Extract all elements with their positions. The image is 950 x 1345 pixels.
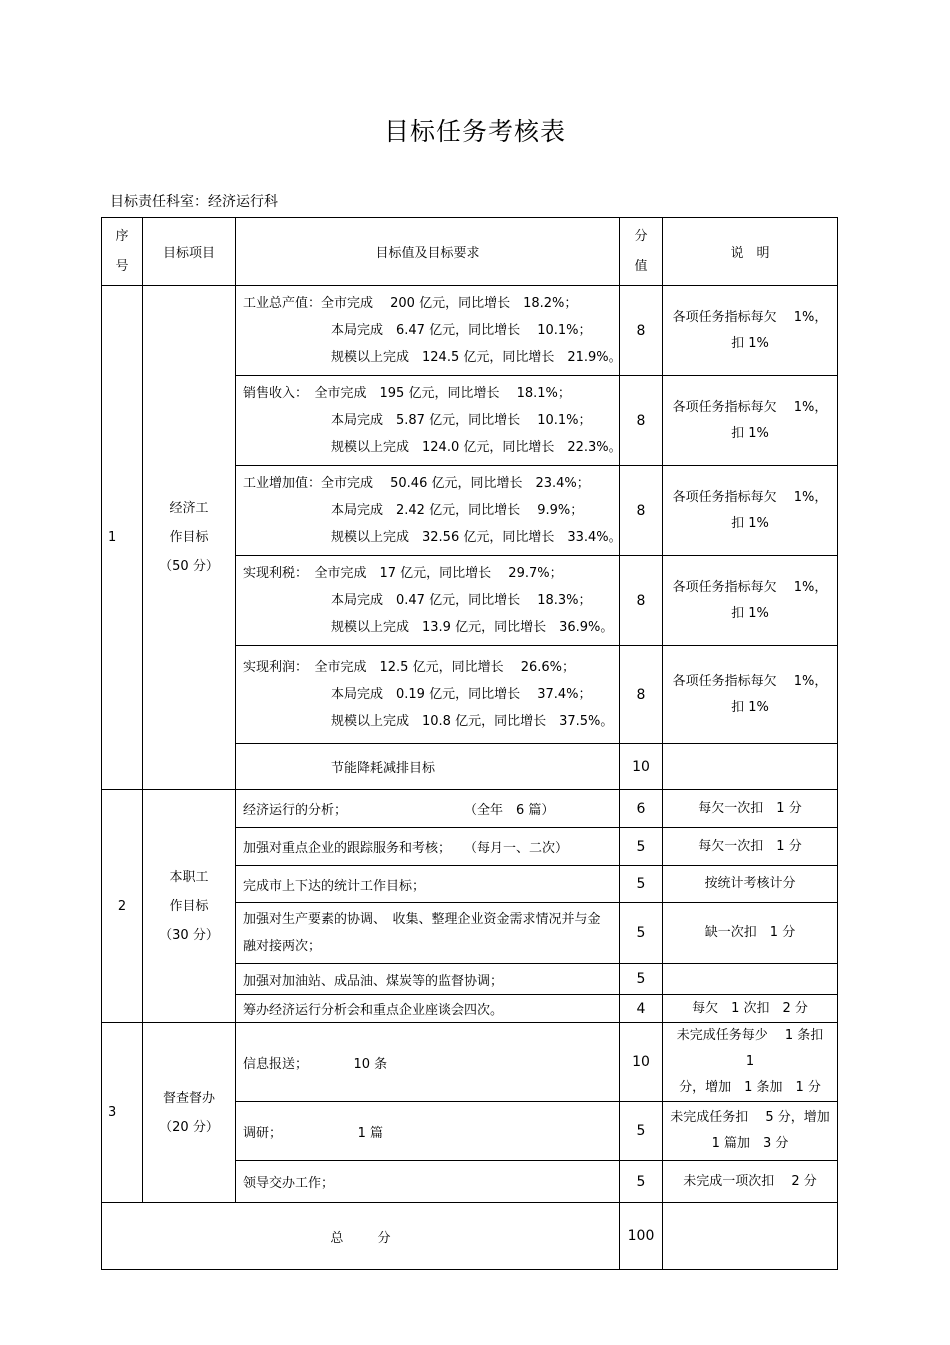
note-line: 扣 1% (731, 515, 769, 531)
note-cell: 每欠 1 次扣 2 分 (663, 995, 838, 1023)
note-line: 各项任务指标每欠 1%， (672, 399, 828, 415)
note-line: 扣 1% (731, 425, 769, 441)
note-cell: 按统计考核计分 (663, 866, 838, 903)
category-line: 作目标 (169, 530, 209, 545)
requirement-cell (236, 286, 620, 376)
section-category (143, 286, 236, 790)
header-seq (102, 218, 143, 286)
score-cell: 5 (620, 866, 663, 903)
score-cell: 8 (620, 466, 663, 556)
table-row (102, 790, 838, 828)
note-line: 未完成任务每少 1 条扣 1 (676, 1028, 837, 1069)
note-line: 未完成任务扣 5 分，增加 (670, 1110, 830, 1125)
note-cell (663, 286, 838, 376)
score-cell: 4 (620, 995, 663, 1023)
requirement-line: 本局完成 5.87 亿元，同比增长 10.1%； (331, 413, 592, 428)
section-category (143, 790, 236, 1023)
assessment-table (101, 217, 838, 1270)
note-line: 分，增加 1 条加 1 分 (679, 1080, 821, 1095)
note-line: 各项任务指标每欠 1%， (672, 489, 828, 505)
category-line: 经济工 (169, 501, 209, 516)
score-cell: 10 (620, 1023, 663, 1102)
requirement-cell (236, 556, 620, 646)
note-cell (663, 964, 838, 995)
requirement-cell: 筹办经济运行分析会和重点企业座谈会四次。 (236, 995, 620, 1023)
header-note: 说 明 (663, 218, 838, 286)
note-cell: 每欠一次扣 1 分 (663, 828, 838, 866)
requirement-cell (236, 376, 620, 466)
requirement-line: 实现利税： 全市完成 17 亿元，同比增长 29.7%； (243, 566, 563, 581)
total-row (102, 1203, 838, 1270)
score-cell: 8 (620, 376, 663, 466)
note-cell (663, 1102, 838, 1161)
section-category (143, 1023, 236, 1203)
score-cell: 6 (620, 790, 663, 828)
note-line: 扣 1% (731, 335, 769, 351)
requirement-line: 本局完成 0.47 亿元，同比增长 18.3%； (331, 593, 592, 608)
note-line: 1 篇加 3 分 (711, 1136, 789, 1151)
score-cell: 8 (620, 286, 663, 376)
requirement-line: 本局完成 0.19 亿元，同比增长 37.4%； (331, 687, 592, 702)
requirement-cell: 加强对生产要素的协调、 收集、整理企业资金需求情况并与金融对接两次； (236, 903, 620, 964)
requirement-line: 本局完成 2.42 亿元，同比增长 9.9%； (331, 503, 584, 518)
note-cell (663, 744, 838, 790)
note-cell (663, 1023, 838, 1102)
section-seq: 3 (102, 1023, 143, 1203)
header-score-line: 分 (634, 228, 648, 244)
score-cell: 10 (620, 744, 663, 790)
total-note (663, 1203, 838, 1270)
note-line: 各项任务指标每欠 1%， (672, 309, 828, 325)
requirement-cell (236, 466, 620, 556)
requirement-cell: 节能降耗减排目标 (236, 744, 620, 790)
requirement-line: 规模以上完成 124.5 亿元，同比增长 21.9%。 (331, 350, 622, 365)
requirement-line: 实现利润： 全市完成 12.5 亿元，同比增长 26.6%； (243, 660, 576, 675)
header-score-line: 值 (634, 258, 648, 274)
score-cell: 5 (620, 964, 663, 995)
table-row (102, 1023, 838, 1102)
requirement-cell (236, 646, 620, 744)
note-cell: 未完成一项次扣 2 分 (663, 1161, 838, 1203)
score-cell: 5 (620, 903, 663, 964)
note-cell (663, 556, 838, 646)
responsible-department: 目标责任科室：经济运行科 (110, 194, 278, 210)
requirement-cell: 信息报送； 10 条 (236, 1023, 620, 1102)
total-label: 总 分 (102, 1203, 620, 1270)
requirement-line: 本局完成 6.47 亿元，同比增长 10.1%； (331, 323, 592, 338)
header-seq-line: 序 (115, 228, 129, 244)
requirement-line: 工业总产值：全市完成 200 亿元，同比增长 18.2%； (243, 296, 578, 311)
header-seq-line: 号 (115, 258, 129, 274)
category-line: （30 分） (159, 927, 219, 943)
table-header-row (102, 218, 838, 286)
note-cell (663, 466, 838, 556)
requirement-cell: 加强对加油站、成品油、煤炭等的监督协调； (236, 964, 620, 995)
score-cell: 8 (620, 556, 663, 646)
table-row (102, 286, 838, 376)
note-cell (663, 376, 838, 466)
section-seq: 2 (102, 790, 143, 1023)
note-line: 各项任务指标每欠 1%， (672, 579, 828, 595)
note-line: 扣 1% (731, 699, 769, 715)
category-line: （50 分） (159, 559, 219, 574)
requirement-cell: 完成市上下达的统计工作目标； (236, 866, 620, 903)
category-line: 作目标 (169, 898, 209, 914)
score-cell: 5 (620, 828, 663, 866)
header-item: 目标项目 (143, 218, 236, 286)
score-cell: 8 (620, 646, 663, 744)
note-cell: 每欠一次扣 1 分 (663, 790, 838, 828)
requirement-cell: 调研； 1 篇 (236, 1102, 620, 1161)
section-seq: 1 (102, 286, 143, 790)
note-cell (663, 646, 838, 744)
total-score: 100 (620, 1203, 663, 1270)
requirement-line: 规模以上完成 124.0 亿元，同比增长 22.3%。 (331, 440, 622, 455)
requirement-line: 工业增加值：全市完成 50.46 亿元，同比增长 23.4%； (243, 476, 590, 491)
note-line: 扣 1% (731, 605, 769, 621)
requirement-line: 规模以上完成 32.56 亿元，同比增长 33.4%。 (331, 530, 622, 545)
note-line: 各项任务指标每欠 1%， (672, 673, 828, 689)
page-title: 目标任务考核表 (383, 117, 566, 146)
score-cell: 5 (620, 1161, 663, 1203)
category-line: （20 分） (159, 1119, 219, 1135)
requirement-line: 规模以上完成 13.9 亿元，同比增长 36.9%。 (331, 620, 614, 635)
requirement-cell: 领导交办工作； (236, 1161, 620, 1203)
requirement-cell: 加强对重点企业的跟踪服务和考核； （每月一、二次） (236, 828, 620, 866)
header-requirement: 目标值及目标要求 (236, 218, 620, 286)
category-line: 本职工 (169, 869, 209, 885)
requirement-cell: 经济运行的分析； （全年 6 篇） (236, 790, 620, 828)
note-cell: 缺一次扣 1 分 (663, 903, 838, 964)
category-line: 督查督办 (162, 1090, 215, 1106)
score-cell: 5 (620, 1102, 663, 1161)
requirement-line: 规模以上完成 10.8 亿元，同比增长 37.5%。 (331, 714, 614, 729)
header-score (620, 218, 663, 286)
requirement-line: 销售收入： 全市完成 195 亿元，同比增长 18.1%； (243, 386, 571, 401)
